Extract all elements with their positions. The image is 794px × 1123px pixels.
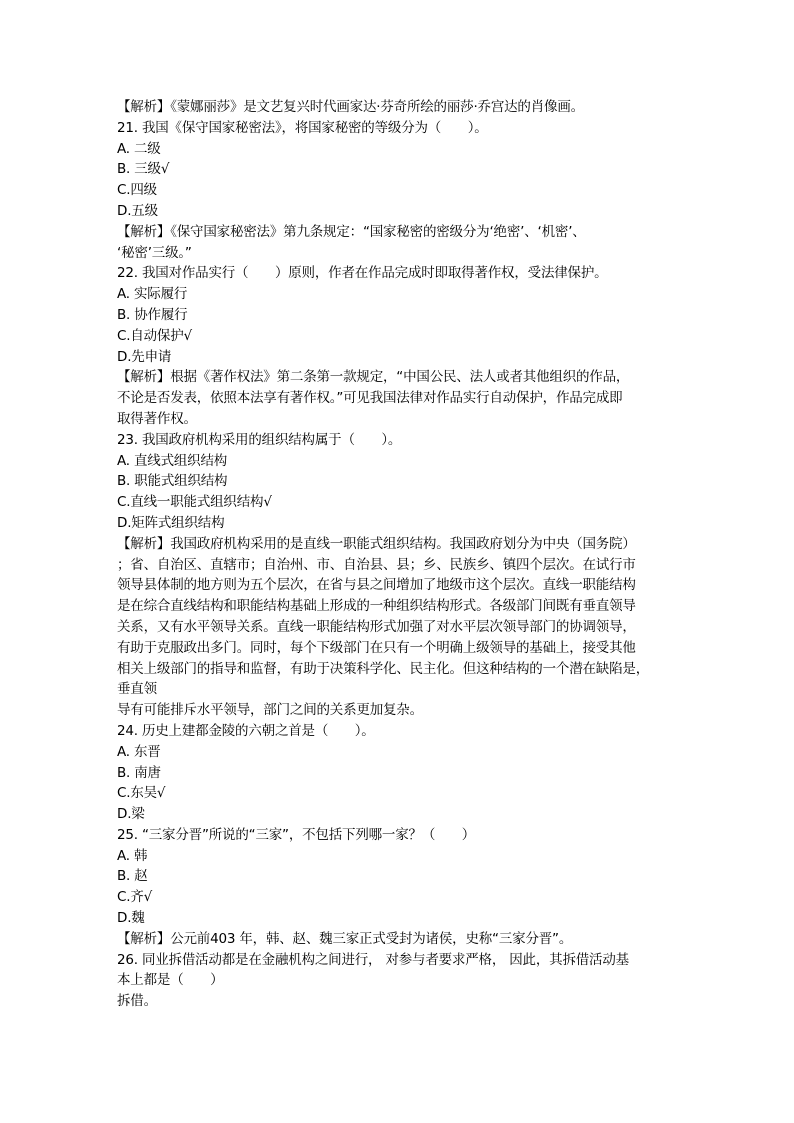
- text-line: 取得著作权。: [117, 410, 197, 427]
- text-line: B. 赵: [117, 868, 148, 885]
- text-line: 【解析】《保守国家秘密法》第九条规定：“国家秘密的密级分为‘绝密’、‘机密’、: [117, 223, 586, 240]
- text-line: D.先申请: [117, 348, 172, 365]
- text-line: 领导县体制的地方则为五个层次，在省与县之间增加了地级市这个层次。直线一职能结构: [117, 577, 636, 594]
- text-line: 24. 历史上建都金陵的六朝之首是（ ）。: [117, 722, 375, 739]
- text-line: 相关上级部门的指导和监督，有助于决策科学化、民主化。但这种结构的一个潜在缺陷是，: [117, 660, 649, 677]
- text-line: 22. 我国对作品实行（ ）原则，作者在作品完成时即取得著作权，受法律保护。: [117, 265, 608, 282]
- text-line: 拆借。: [117, 993, 157, 1010]
- text-line: 【解析】公元前403 年，韩、赵、魏三家正式受封为诸侯，史称“三家分晋”。: [117, 930, 573, 947]
- text-line: C.齐√: [117, 889, 153, 906]
- document-body: [117, 97, 687, 1012]
- text-line: B. 南唐: [117, 764, 161, 781]
- text-line: 21. 我国《保守国家秘密法》，将国家秘密的等级分为（ ）。: [117, 119, 488, 136]
- text-line: C.直线一职能式组织结构√: [117, 494, 272, 511]
- text-line: A. 直线式组织结构: [117, 452, 228, 469]
- text-line: A. 实际履行: [117, 286, 188, 303]
- text-line: B. 三级√: [117, 161, 170, 178]
- text-line: 25. “三家分晋”所说的“三家”，不包括下列哪一家？（ ）: [117, 826, 476, 843]
- text-line: C.自动保护√: [117, 327, 192, 344]
- text-line: 【解析】《蒙娜丽莎》是文艺复兴时代画家达·芬奇所绘的丽莎·乔宫达的肖像画。: [117, 99, 584, 115]
- text-line: A. 二级: [117, 140, 161, 157]
- text-line: D.梁: [117, 806, 145, 823]
- text-line: B. 职能式组织结构: [117, 473, 228, 490]
- text-line: ；省、自治区、直辖市；自治州、市、自治县、县；乡、民族乡、镇四个层次。在试行市: [117, 556, 636, 573]
- text-line: 【解析】我国政府机构采用的是直线一职能式组织结构。我国政府划分为中央（国务院）: [117, 535, 636, 552]
- text-line: B. 协作履行: [117, 306, 188, 323]
- text-line: 导有可能排斥水平领导，部门之间的关系更加复杂。: [117, 702, 423, 719]
- text-line: ‘秘密’三级。”: [117, 244, 192, 261]
- text-line: A. 东晋: [117, 743, 161, 760]
- text-line: D.五级: [117, 202, 158, 219]
- text-line: 26. 同业拆借活动都是在金融机构之间进行， 对参与者要求严格， 因此，其拆借活动基: [117, 951, 629, 968]
- text-line: 【解析】根据《著作权法》第二条第一款规定，“中国公民、法人或者其他组织的作品，: [117, 369, 630, 386]
- text-line: 本上都是（ ）: [117, 972, 224, 989]
- text-line: D.魏: [117, 910, 145, 927]
- text-line: D.矩阵式组织结构: [117, 514, 225, 531]
- text-line: 垂直领: [117, 681, 157, 698]
- text-line: 不论是否发表，依照本法享有著作权。”可见我国法律对作品实行自动保护，作品完成即: [117, 390, 623, 407]
- text-line: 23. 我国政府机构采用的组织结构属于（ ）。: [117, 431, 402, 448]
- text-line: 是在综合直线结构和职能结构基础上形成的一种组织结构形式。各级部门间既有垂直领导: [117, 598, 636, 615]
- text-line: 有助于克服政出多门。同时，每个下级部门在只有一个明确上级领导的基础上，接受其他: [117, 639, 636, 656]
- text-line: A. 韩: [117, 847, 148, 864]
- text-line: C.四级: [117, 182, 157, 199]
- text-line: C.东吴√: [117, 785, 166, 802]
- text-line: 关系，又有水平领导关系。直线一职能结构形式加强了对水平层次领导部门的协调领导，: [117, 618, 636, 635]
